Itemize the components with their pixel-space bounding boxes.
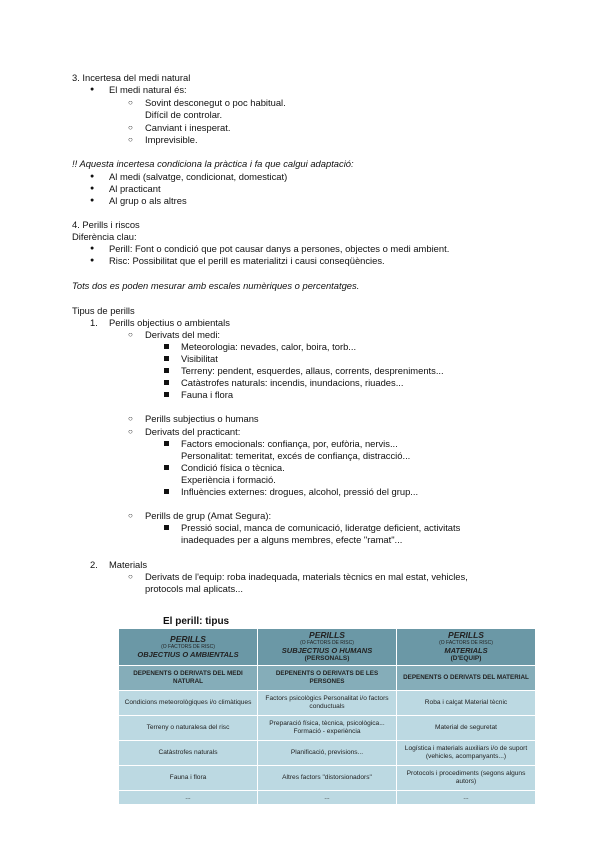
bullet-icon: ● [90, 185, 95, 192]
square-bullet-icon [164, 392, 169, 397]
perills-subjectius: Perills subjectius o humans [145, 413, 259, 424]
list-item: Meteorologia: nevades, calor, boira, torb... [181, 341, 357, 352]
table-cell: Logística i materials auxiliars i/o de suport (vehicles, acompanyants...) [397, 741, 536, 766]
header-subjectius: PERILLS (O FACTORS DE RISC) SUBJECTIUS O HUMANS (PERSONALS) [258, 629, 397, 666]
table-cell: Factors psicològics Personalitat i/o factors conductuals [258, 691, 397, 716]
list-item: Personalitat: temeritat, excés de confiança, distracció... [181, 450, 411, 461]
list-item: Terreny: pendent, esquerdes, allaus, corrents, despreniments... [181, 365, 444, 376]
table-cell: Planificació, previsions... [258, 741, 397, 766]
figure-title: El perill: tipus [163, 616, 230, 627]
risc-definition: Risc: Possibilitat que el perill es materialitzi i causi conseqüències. [109, 255, 385, 266]
table-row [119, 766, 536, 791]
section-3-title: 3. Incertesa del medi natural [72, 72, 191, 83]
measure-note: Tots dos es poden mesurar amb escales numèriques o percentatges. [72, 280, 360, 291]
tipus-title: Tipus de perills [72, 305, 135, 316]
circle-bullet-icon: ○ [128, 511, 133, 520]
list-item: Al medi (salvatge, condicionat, domesticat) [109, 171, 288, 182]
list-item: Al grup o als altres [109, 195, 187, 206]
bullet-icon: ● [90, 245, 95, 252]
table-cell: Material de seguretat [397, 716, 536, 741]
list-item: Difícil de controlar. [145, 109, 223, 120]
table-cell: Roba i calçat Material tècnic [397, 691, 536, 716]
bullet-icon: ● [90, 86, 95, 93]
derivats-equip: protocols mal aplicats... [145, 583, 243, 594]
table-cell: ... [397, 791, 536, 805]
circle-bullet-icon: ○ [128, 414, 133, 423]
table-cell: Terreny o naturalesa del risc [119, 716, 258, 741]
square-bullet-icon [164, 441, 169, 446]
bullet-icon: ● [90, 173, 95, 180]
table-row [119, 791, 536, 805]
circle-bullet-icon: ○ [128, 135, 133, 144]
header-materials: PERILLS (O FACTORS DE RISC) MATERIALS (D'EQUIP) [397, 629, 536, 666]
subheader-cell: DEPENENTS O DERIVATS DEL MEDI NATURAL [119, 666, 258, 691]
square-bullet-icon [164, 344, 169, 349]
bullet-icon: ● [90, 197, 95, 204]
table-cell: ... [119, 791, 258, 805]
section-3-bullet: El medi natural és: [109, 84, 187, 95]
section-4-subtitle: Diferència clau: [72, 231, 137, 242]
perill-definition: Perill: Font o condició que pot causar danys a persones, objectes o medi ambient. [109, 243, 450, 254]
derivats-equip: Derivats de l'equip: roba inadequada, materials tècnics en mal estat, vehicles, [145, 571, 468, 582]
list-item: Influències externes: drogues, alcohol, pressió del grup... [181, 486, 419, 497]
circle-bullet-icon: ○ [128, 98, 133, 107]
table-row [119, 741, 536, 766]
table-cell: Altres factors "distorsionadors" [258, 766, 397, 791]
list-item: Al practicant [109, 183, 161, 194]
list-item: Sovint desconegut o poc habitual. [145, 97, 286, 108]
perills-grup: Perills de grup (Amat Segura): [145, 510, 272, 521]
subheader-cell: DEPENENTS O DERIVATS DE LES PERSONES [258, 666, 397, 691]
table-cell: ... [258, 791, 397, 805]
bullet-icon: ● [90, 257, 95, 264]
derivats-medi: Derivats del medi: [145, 329, 221, 340]
square-bullet-icon [164, 368, 169, 373]
adaptation-note: !! Aquesta incertesa condiciona la pràctica i fa que calgui adaptació: [72, 158, 354, 169]
square-bullet-icon [164, 489, 169, 494]
table-cell: Protocols i procediments (segons alguns autors) [397, 766, 536, 791]
list-item: inadequades per a alguns membres, efecte "ramat"... [181, 534, 403, 545]
square-bullet-icon [164, 525, 169, 530]
list-number: 2. [90, 559, 98, 570]
circle-bullet-icon: ○ [128, 330, 133, 339]
table-row [119, 716, 536, 741]
table-cell: Fauna i flora [119, 766, 258, 791]
square-bullet-icon [164, 465, 169, 470]
list-item: Visibilitat [181, 353, 218, 364]
circle-bullet-icon: ○ [128, 572, 133, 581]
table-cell: Preparació física, tècnica, psicològica... Formació - experiència [258, 716, 397, 741]
list-item: Fauna i flora [181, 389, 234, 400]
list-item: Canviant i inesperat. [145, 122, 231, 133]
circle-bullet-icon: ○ [128, 427, 133, 436]
list-item: Experiència i formació. [181, 474, 276, 485]
list-item: Pressió social, manca de comunicació, lideratge deficient, activitats [181, 522, 461, 533]
section-4-title: 4. Perills i riscos [72, 219, 140, 230]
header-objectius: PERILLS (O FACTORS DE RISC) OBJECTIUS O AMBIENTALS [119, 629, 258, 666]
circle-bullet-icon: ○ [128, 123, 133, 132]
list-item: Factors emocionals: confiança, por, eufòria, nervis... [181, 438, 398, 449]
list-item: Condició física o tècnica. [181, 462, 285, 473]
perills-objectius: Perills objectius o ambientals [109, 317, 230, 328]
square-bullet-icon [164, 380, 169, 385]
table-cell: Condicions meteorològiques i/o climàtiques [119, 691, 258, 716]
list-item: Catàstrofes naturals: incendis, inundacions, riuades... [181, 377, 404, 388]
list-item: Imprevisible. [145, 134, 198, 145]
derivats-practicant: Derivats del practicant: [145, 426, 241, 437]
perill-types-table [118, 628, 536, 805]
list-number: 1. [90, 317, 98, 328]
square-bullet-icon [164, 356, 169, 361]
table-row [119, 691, 536, 716]
table-cell: Catàstrofes naturals [119, 741, 258, 766]
materials-title: Materials [109, 559, 148, 570]
subheader-cell: DEPENENTS O DERIVATS DEL MATERIAL [397, 666, 536, 691]
